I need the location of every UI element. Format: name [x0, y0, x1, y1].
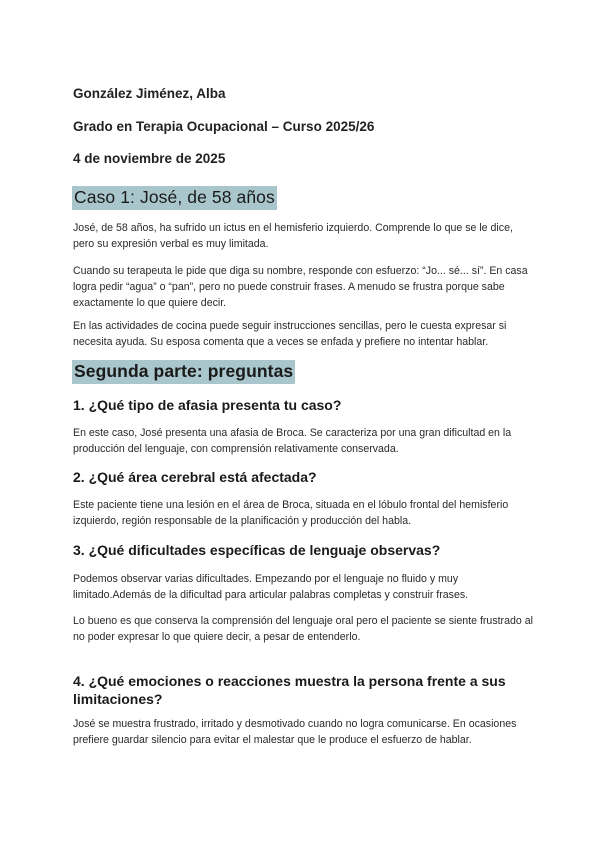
document-date: 4 de noviembre de 2025 [73, 151, 226, 166]
question-3-answer-2: Lo bueno es que conserva la comprensión del lenguaje oral pero el paciente se siente frustrado al no poder expresar lo que quiere decir, a pesar de entenderlo. [73, 615, 533, 643]
part2-title: Segunda parte: preguntas [72, 360, 295, 384]
author-name: González Jiménez, Alba [73, 86, 226, 101]
question-2-answer: Este paciente tiene una lesión en el área de Broca, situada en el lóbulo frontal del hemisferio izquierdo, región responsable de la planificación y producción del habla. [73, 499, 509, 527]
question-1-heading: 1. ¿Qué tipo de afasia presenta tu caso? [73, 397, 342, 413]
question-4-heading: 4. ¿Qué emociones o reacciones muestra la persona frente a sus limitaciones? [73, 673, 506, 707]
course-line: Grado en Terapia Ocupacional – Curso 2025/26 [73, 119, 375, 134]
question-3-answer-1: Podemos observar varias dificultades. Empezando por el lenguaje no fluido y muy limitado.Además de la dificultad para articular palabras completas y construir frases. [73, 573, 469, 601]
question-3-heading: 3. ¿Qué dificultades específicas de lenguaje observas? [73, 542, 441, 558]
question-1-answer: En este caso, José presenta una afasia de Broca. Se caracteriza por una gran dificultad en la producción del lenguaje, con comprensión relativamente conservada. [73, 427, 512, 455]
question-2-heading: 2. ¿Qué área cerebral está afectada? [73, 469, 317, 485]
question-4-answer: José se muestra frustrado, irritado y desmotivado cuando no logra comunicarse. En ocasiones prefiere guardar silencio para evitar el malestar que le produce el esfuerzo de hablar. [73, 718, 517, 746]
case-paragraph-1: José, de 58 años, ha sufrido un ictus en el hemisferio izquierdo. Comprende lo que se le dice, pero su expresión verbal es muy limitada. [73, 222, 513, 250]
case-paragraph-2: Cuando su terapeuta le pide que diga su nombre, responde con esfuerzo: “Jo... sé... sí”. En casa logra pedir “agua” o “pan”, pero no puede construir frases. A menudo se frustra porque sabe exactamente lo que quiere decir. [73, 265, 528, 309]
case-title: Caso 1: José, de 58 años [72, 186, 277, 210]
case-paragraph-3: En las actividades de cocina puede seguir instrucciones sencillas, pero le cuesta expresar si necesita ayuda. Su esposa comenta que a veces se enfada y prefiere no intentar hablar. [73, 320, 507, 348]
